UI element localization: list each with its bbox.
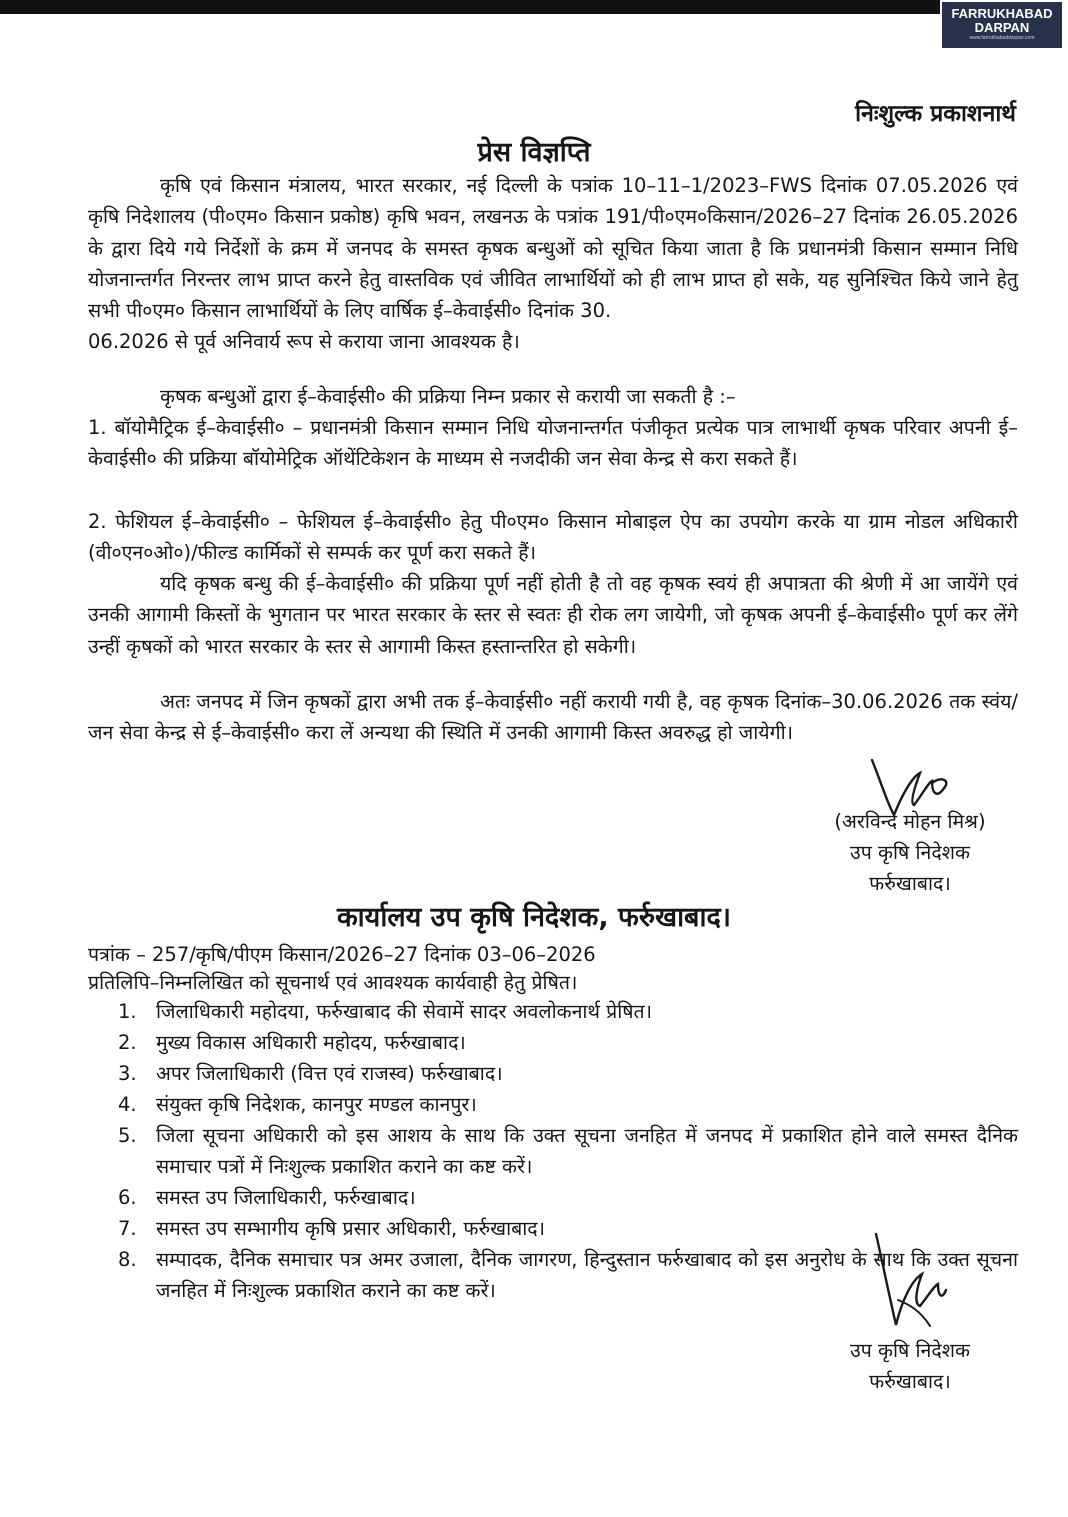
list-item-number: 8. xyxy=(118,1248,137,1271)
list-item-text: जिलाधिकारी महोदया, फर्रुखाबाद की सेवामें सादर अवलोकनार्थ प्रेषित। xyxy=(156,1000,653,1023)
paragraph-2: कृषक बन्धुओं द्वारा ई–केवाईसी० की प्रक्रिया निम्न प्रकार से करायी जा सकती है :– xyxy=(160,385,736,408)
list-item-number: 4. xyxy=(118,1093,137,1116)
signature-2 xyxy=(868,1230,948,1340)
office-heading: कार्यालय उप कृषि निदेशक, फर्रुखाबाद। xyxy=(336,902,732,933)
signatory-1-place: फर्रुखाबाद। xyxy=(869,872,951,895)
signatory-1-designation: उप कृषि निदेशक xyxy=(850,841,970,864)
list-item xyxy=(88,1120,1018,1182)
list-item-number: 7. xyxy=(118,1217,137,1240)
list-item-text: मुख्य विकास अधिकारी महोदय, फर्रुखाबाद। xyxy=(156,1031,466,1054)
copy-to-line: प्रतिलिपि–निम्नलिखित को सूचनार्थ एवं आवश्यक कार्यवाही हेतु प्रेषित। xyxy=(88,971,578,994)
paragraph-1 xyxy=(88,170,1018,358)
point-1-biometric: 1. बॉयोमैट्रिक ई–केवाईसी० – प्रधानमंत्री किसान सम्मान निधि योजनान्तर्गत पंजीकृत प्रत्येक पात्र लाभार्थी कृषक परिवार अपनी ई–केवाईसी० की प्रक्रिया बॉयोमेट्रिक ऑथेंटिकेशन के माध्यम से नजदीकी जन सेवा केन्द्र से करा सकते हैं। xyxy=(88,416,1018,471)
paragraph-3: यदि कृषक बन्धु की ई–केवाईसी० की प्रक्रिया पूर्ण नहीं होती है तो वह कृषक स्वयं ही अपात्रता की श्रेणी में आ जायेंगे एवं उनकी आगामी किस्तों के भुगतान पर भारत सरकार के स्तर से स्वतः ही रोक लग जायेगी, जो कृषक अपनी ई–केवाईसी० पूर्ण कर लेंगे उन्हीं कृषकों को भारत सरकार के स्तर से आगामी किस्त हस्तान्तरित हो सकेगी। xyxy=(88,572,1018,658)
letter-number: पत्रांक – 257/कृषि/पीएम किसान/2026–27 दिनांक 03–06–2026 xyxy=(88,943,596,966)
logo-line-1: FARRUKHABAD xyxy=(951,6,1053,21)
list-item-number: 2. xyxy=(118,1031,137,1054)
list-item-text: समस्त उप जिलाधिकारी, फर्रुखाबाद। xyxy=(156,1186,416,1209)
list-item-number: 5. xyxy=(118,1124,137,1147)
top-border xyxy=(0,0,940,14)
list-item-text: अपर जिलाधिकारी (वित्त एवं राजस्व) फर्रुखाबाद। xyxy=(156,1062,503,1085)
list-item xyxy=(88,1027,1018,1058)
paragraph-4: अतः जनपद में जिन कृषकों द्वारा अभी तक ई–केवाईसी० नहीं करायी गयी है, वह कृषक दिनांक–30.06.2026 तक स्वंय/जन सेवा केन्द्र से ई–केवाईसी० करा लें अन्यथा की स्थिति में उनकी आगामी किस्त अवरुद्ध हो जायेगी। xyxy=(88,690,1018,745)
watermark-logo xyxy=(940,0,1064,50)
list-item xyxy=(88,1089,1018,1120)
list-item xyxy=(88,1058,1018,1089)
list-item-number: 1. xyxy=(118,1000,137,1023)
document-title: प्रेस विज्ञप्ति xyxy=(477,137,591,168)
list-item xyxy=(88,1182,1018,1213)
list-item-number: 6. xyxy=(118,1186,137,1209)
list-item-text: संयुक्त कृषि निदेशक, कानपुर मण्डल कानपुर। xyxy=(156,1093,477,1116)
paragraph-1-text: कृषि एवं किसान मंत्रालय, भारत सरकार, नई दिल्ली के पत्रांक 10–11–1/2023–FWS दिनांक 07.05.2026 एवं कृषि निदेशालय (पी०एम० किसान प्रकोष्ठ) कृषि भवन, लखनऊ के पत्रांक 191/पी०एम०किसान/2026–27 दिनांक 26.05.2026 के द्वारा दिये गये निर्देशों के क्रम में जनपद के समस्त कृषक बन्धुओं को सूचित किया जाता है कि प्रधानमंत्री किसान सम्मान निधि योजनान्तर्गत निरन्तर लाभ प्राप्त करने हेतु वास्तविक एवं जीवित लाभार्थियों को ही लाभ प्राप्त हो सके, यह सुनिश्चित किये जाने हेतु सभी पी०एम० किसान लाभार्थियों के लिए वार्षिक ई–केवाईसी० दिनांक 30. xyxy=(88,174,1018,323)
logo-url: www.farrukhabaddarpan.com xyxy=(969,35,1035,41)
point-2-facial: 2. फेशियल ई–केवाईसी० – फेशियल ई–केवाईसी० हेतु पी०एम० किसान मोबाइल ऐप का उपयोग करके या ग्राम नोडल अधिकारी (वी०एन०ओ०)/फील्ड कार्मिकों से सम्पर्क कर पूर्ण करा सकते हैं। xyxy=(88,510,1018,565)
signatory-2-place: फर्रुखाबाद। xyxy=(869,1370,951,1393)
list-item-text: सम्पादक, दैनिक समाचार पत्र अमर उजाला, दैनिक जागरण, हिन्दुस्तान फर्रुखाबाद को इस अनुरोध के साथ कि उक्त सूचना जनहित में निःशुल्क प्रकाशित कराने का कष्ट करें। xyxy=(156,1248,1018,1302)
list-item-text: जिला सूचना अधिकारी को इस आशय के साथ कि उक्त सूचना जनहित में जनपद में प्रकाशित होने वाले समस्त दैनिक समाचार पत्रों में निःशुल्क प्रकाशित कराने का कष्ट करें। xyxy=(156,1124,1018,1178)
signatory-2-designation: उप कृषि निदेशक xyxy=(850,1339,970,1362)
free-publication-label: निःशुल्क प्रकाशनार्थ xyxy=(855,101,1016,127)
list-item xyxy=(88,996,1018,1027)
list-item-number: 3. xyxy=(118,1062,137,1085)
paragraph-1-tail: 06.2026 से पूर्व अनिवार्य रूप से कराया जाना आवश्यक है। xyxy=(88,330,520,354)
list-item-text: समस्त उप सम्भागीय कृषि प्रसार अधिकारी, फर्रुखाबाद। xyxy=(156,1217,546,1240)
logo-line-2: DARPAN xyxy=(974,20,1030,35)
signatory-1-name: (अरविन्द मोहन मिश्र) xyxy=(834,810,986,833)
